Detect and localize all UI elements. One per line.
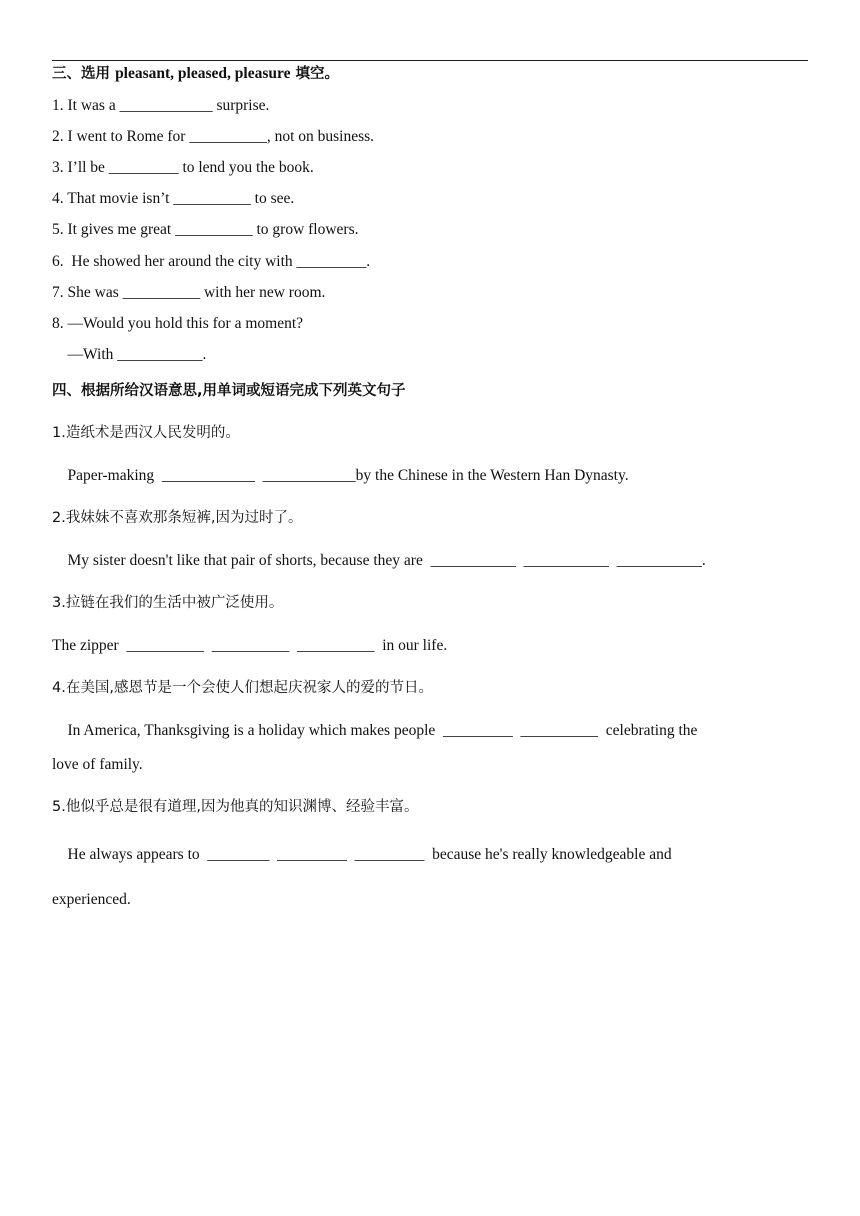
section4-q3-english: The zipper __________ __________ __________ in our life. <box>52 637 448 654</box>
section3-item-3: 3. I’ll be _________ to lend you the book. <box>52 159 314 176</box>
section4-q2-english: My sister doesn't like that pair of shorts, because they are ___________ ___________ ___________. <box>52 552 706 569</box>
section3-title-prefix: 三、选用 <box>52 66 116 82</box>
section3-item-7: 7. She was __________ with her new room. <box>52 284 326 301</box>
section4-q4-chinese: 4.在美国,感恩节是一个会使人们想起庆祝家人的爱的节日。 <box>52 680 433 696</box>
section3-title <box>52 64 339 84</box>
section3-item-1: 1. It was a ____________ surprise. <box>52 97 270 114</box>
section3-item-8: 8. —Would you hold this for a moment? <box>52 315 304 332</box>
section4-q1-english: Paper-making ____________ ____________by the Chinese in the Western Han Dynasty. <box>52 467 629 484</box>
section4-title: 四、根据所给汉语意思,用单词或短语完成下列英文句子 <box>52 383 406 399</box>
section3-item-5: 5. It gives me great __________ to grow flowers. <box>52 221 359 238</box>
section4-q5-english-line2: experienced. <box>52 891 131 908</box>
section3-item-2: 2. I went to Rome for __________, not on business. <box>52 128 375 145</box>
section4-q2-chinese: 2.我妹妹不喜欢那条短裤,因为过时了。 <box>52 510 303 526</box>
section4-q5-english-line1: He always appears to ________ _________ _________ because he's really knowledgeable and <box>52 846 672 863</box>
section3-title-suffix: 填空。 <box>290 66 340 82</box>
section3-item-6: 6. He showed her around the city with _________. <box>52 253 371 270</box>
section4-q1-chinese: 1.造纸术是西汉人民发明的。 <box>52 425 240 441</box>
section4-q3-chinese: 3.拉链在我们的生活中被广泛使用。 <box>52 595 284 611</box>
section3-item-8-answer: —With ___________. <box>52 346 207 363</box>
section4-q4-english-line2: love of family. <box>52 756 143 773</box>
section4-q5-chinese: 5.他似乎总是很有道理,因为他真的知识渊博、经验丰富。 <box>52 799 419 815</box>
section3-title-words: pleasant, pleased, pleasure <box>115 65 291 82</box>
section4-q4-english-line1: In America, Thanksgiving is a holiday which makes people _________ __________ celebrating the <box>52 722 698 739</box>
top-rule <box>52 60 808 61</box>
section3-item-4: 4. That movie isn’t __________ to see. <box>52 190 295 207</box>
